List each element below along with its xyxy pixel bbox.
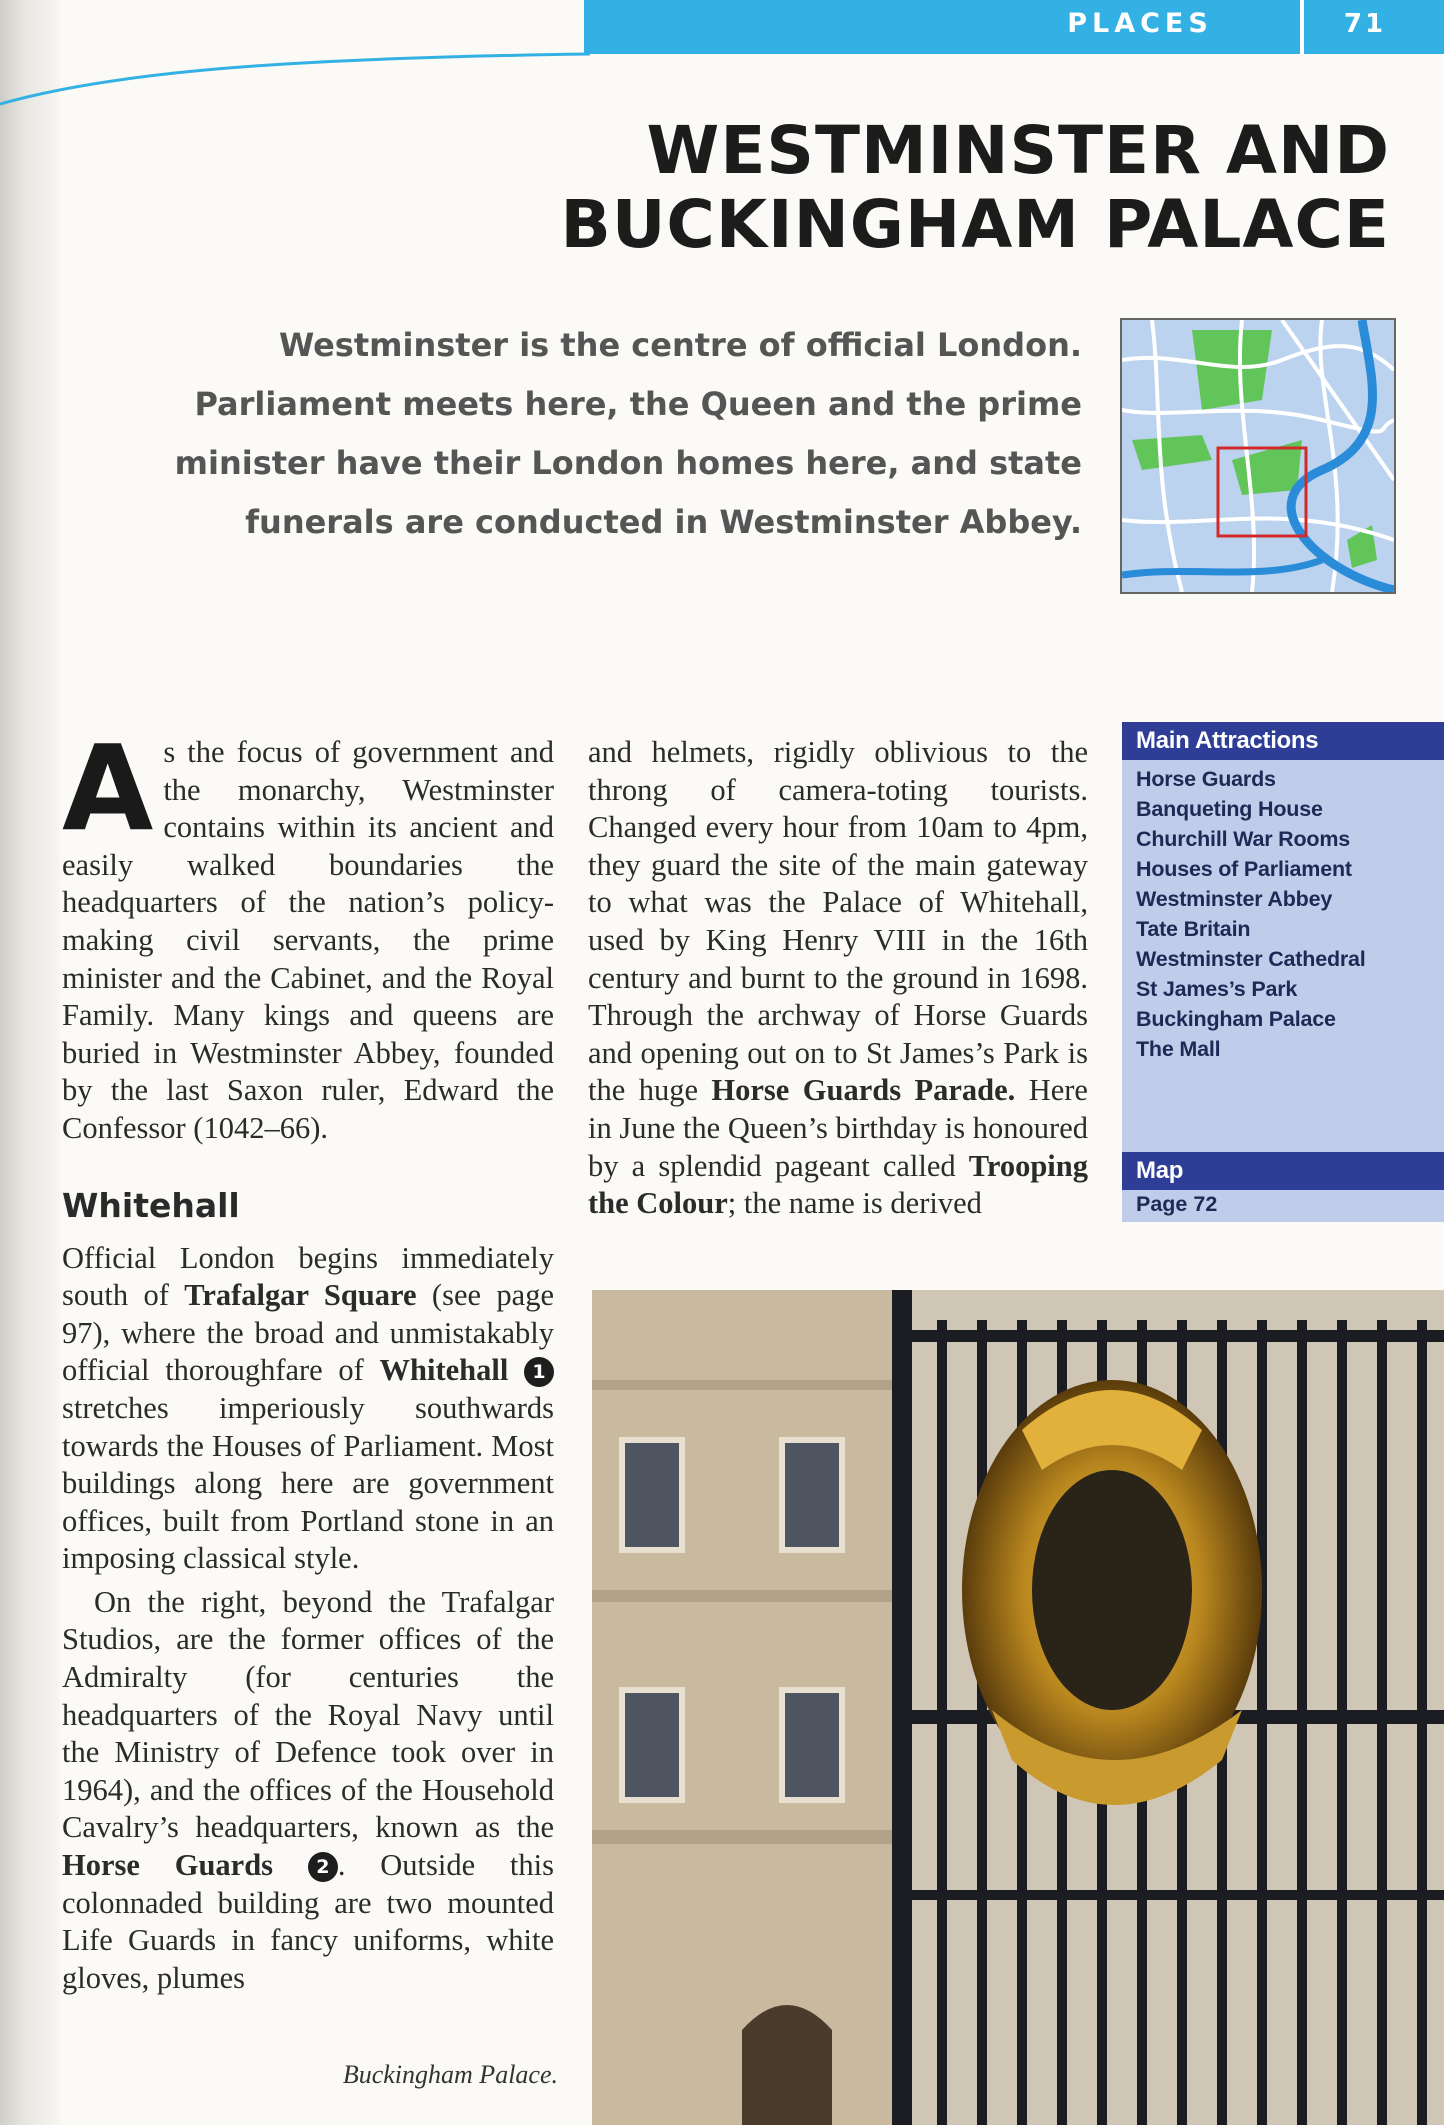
whitehall-bold: Whitehall bbox=[379, 1353, 509, 1388]
text-column-2 bbox=[588, 734, 1088, 1223]
photo-caption: Buckingham Palace. bbox=[342, 2060, 558, 2089]
drop-cap: A bbox=[62, 719, 154, 857]
body-text: stretches imperiously southwards towards the Houses of Parliament. Most buildings along here are government offices, built from Portland stone in an imposing classical style. bbox=[62, 1390, 554, 1576]
body-paragraph-4 bbox=[588, 734, 1088, 1223]
attraction-item: The Mall bbox=[1136, 1037, 1221, 1061]
locator-map bbox=[1120, 318, 1396, 594]
body-text: ; the name is derived bbox=[727, 1186, 982, 1221]
attractions-list bbox=[1136, 764, 1366, 1064]
body-text: . Outside this colonnaded building are two mounted Life Guards in fancy uniforms, white gloves, plumes bbox=[62, 1848, 554, 1995]
attraction-item: St James’s Park bbox=[1136, 977, 1298, 1001]
map-page-reference: Page 72 bbox=[1136, 1192, 1218, 1216]
trooping-the-colour-bold: Trooping the Colour bbox=[588, 1148, 1088, 1221]
body-text: On the right, beyond the Trafalgar Studios, are the former offices of the Admiralty (for centuries the headquarters of the Royal Navy until the Ministry of Defence took over in 1964), and the offices of the Household Cavalry’s headquarters, known as the bbox=[62, 1584, 554, 1845]
body-paragraph-1-text: s the focus of government and the monarchy, Westminster contains within its ancient and easily walked boundaries the headquarters of the nation’s policy-making civil servants, the prime minister and the Cabinet, and the Royal Family. Many kings and queens are buried in Westminster Abbey, founded by the last Saxon ruler, Edward the Confessor (1042–66). bbox=[62, 735, 554, 1145]
map-marker-2: 2 bbox=[308, 1852, 338, 1882]
header-swoosh bbox=[0, 0, 600, 120]
body-paragraph-1 bbox=[62, 719, 554, 1148]
body-text: and helmets, rigidly oblivious to the throng of camera-toting tourists. Changed every hour from 10am to 4pm, they guard the site of the main gateway to what was the Palace of Whitehall, used by King Henry VIII in the 16th century and burnt to the ground in 1698. Through the archway of Horse Guards and opening out on to St James’s Park is the huge bbox=[588, 735, 1088, 1108]
intro-line-3: minister have their London homes here, and state bbox=[174, 444, 1082, 482]
horse-guards-bold: Horse Guards bbox=[62, 1848, 274, 1883]
horse-guards-parade-bold: Horse Guards Parade. bbox=[711, 1073, 1016, 1108]
attraction-item: Westminster Cathedral bbox=[1136, 947, 1366, 971]
attraction-item: Banqueting House bbox=[1136, 797, 1323, 821]
header-divider bbox=[1300, 0, 1304, 54]
section-label: PLACES bbox=[1067, 8, 1213, 39]
buckingham-palace-photo bbox=[592, 1290, 1444, 2125]
intro-line-2: Parliament meets here, the Queen and the prime bbox=[194, 385, 1082, 423]
page-gutter-shadow bbox=[0, 0, 60, 2125]
intro-paragraph bbox=[70, 316, 1082, 552]
title-line-2: BUCKINGHAM PALACE bbox=[560, 186, 1390, 263]
main-attractions-box bbox=[1122, 722, 1444, 1222]
title-line-1: WESTMINSTER AND bbox=[646, 112, 1390, 189]
body-text: Here in June the Queen’s birthday is honoured by a splendid pageant called bbox=[588, 1073, 1088, 1183]
attraction-item: Horse Guards bbox=[1136, 767, 1276, 791]
text-column-1 bbox=[62, 719, 554, 1997]
whitehall-heading: Whitehall bbox=[62, 1185, 240, 1225]
map-heading: Map bbox=[1122, 1152, 1444, 1190]
body-paragraph-2 bbox=[62, 1240, 554, 1578]
intro-line-1: Westminster is the centre of official London. bbox=[278, 326, 1082, 364]
intro-line-4: funerals are conducted in Westminster Abbey. bbox=[245, 503, 1082, 541]
map-marker-1: 1 bbox=[524, 1357, 554, 1387]
trafalgar-square-bold: Trafalgar Square bbox=[184, 1278, 417, 1313]
attraction-item: Tate Britain bbox=[1136, 917, 1251, 941]
page-title bbox=[390, 114, 1390, 262]
attraction-item: Buckingham Palace bbox=[1136, 1007, 1336, 1031]
body-paragraph-3 bbox=[62, 1584, 554, 1998]
body-text: Official London begins immediately south of bbox=[62, 1240, 554, 1313]
attraction-item: Churchill War Rooms bbox=[1136, 827, 1351, 851]
attraction-item: Houses of Parliament bbox=[1136, 857, 1352, 881]
body-text: (see page 97), where the broad and unmistakably official thoroughfare of bbox=[62, 1278, 554, 1388]
page-number: 71 bbox=[1343, 9, 1387, 39]
attraction-item: Westminster Abbey bbox=[1136, 887, 1333, 911]
main-attractions-heading: Main Attractions bbox=[1122, 722, 1444, 760]
